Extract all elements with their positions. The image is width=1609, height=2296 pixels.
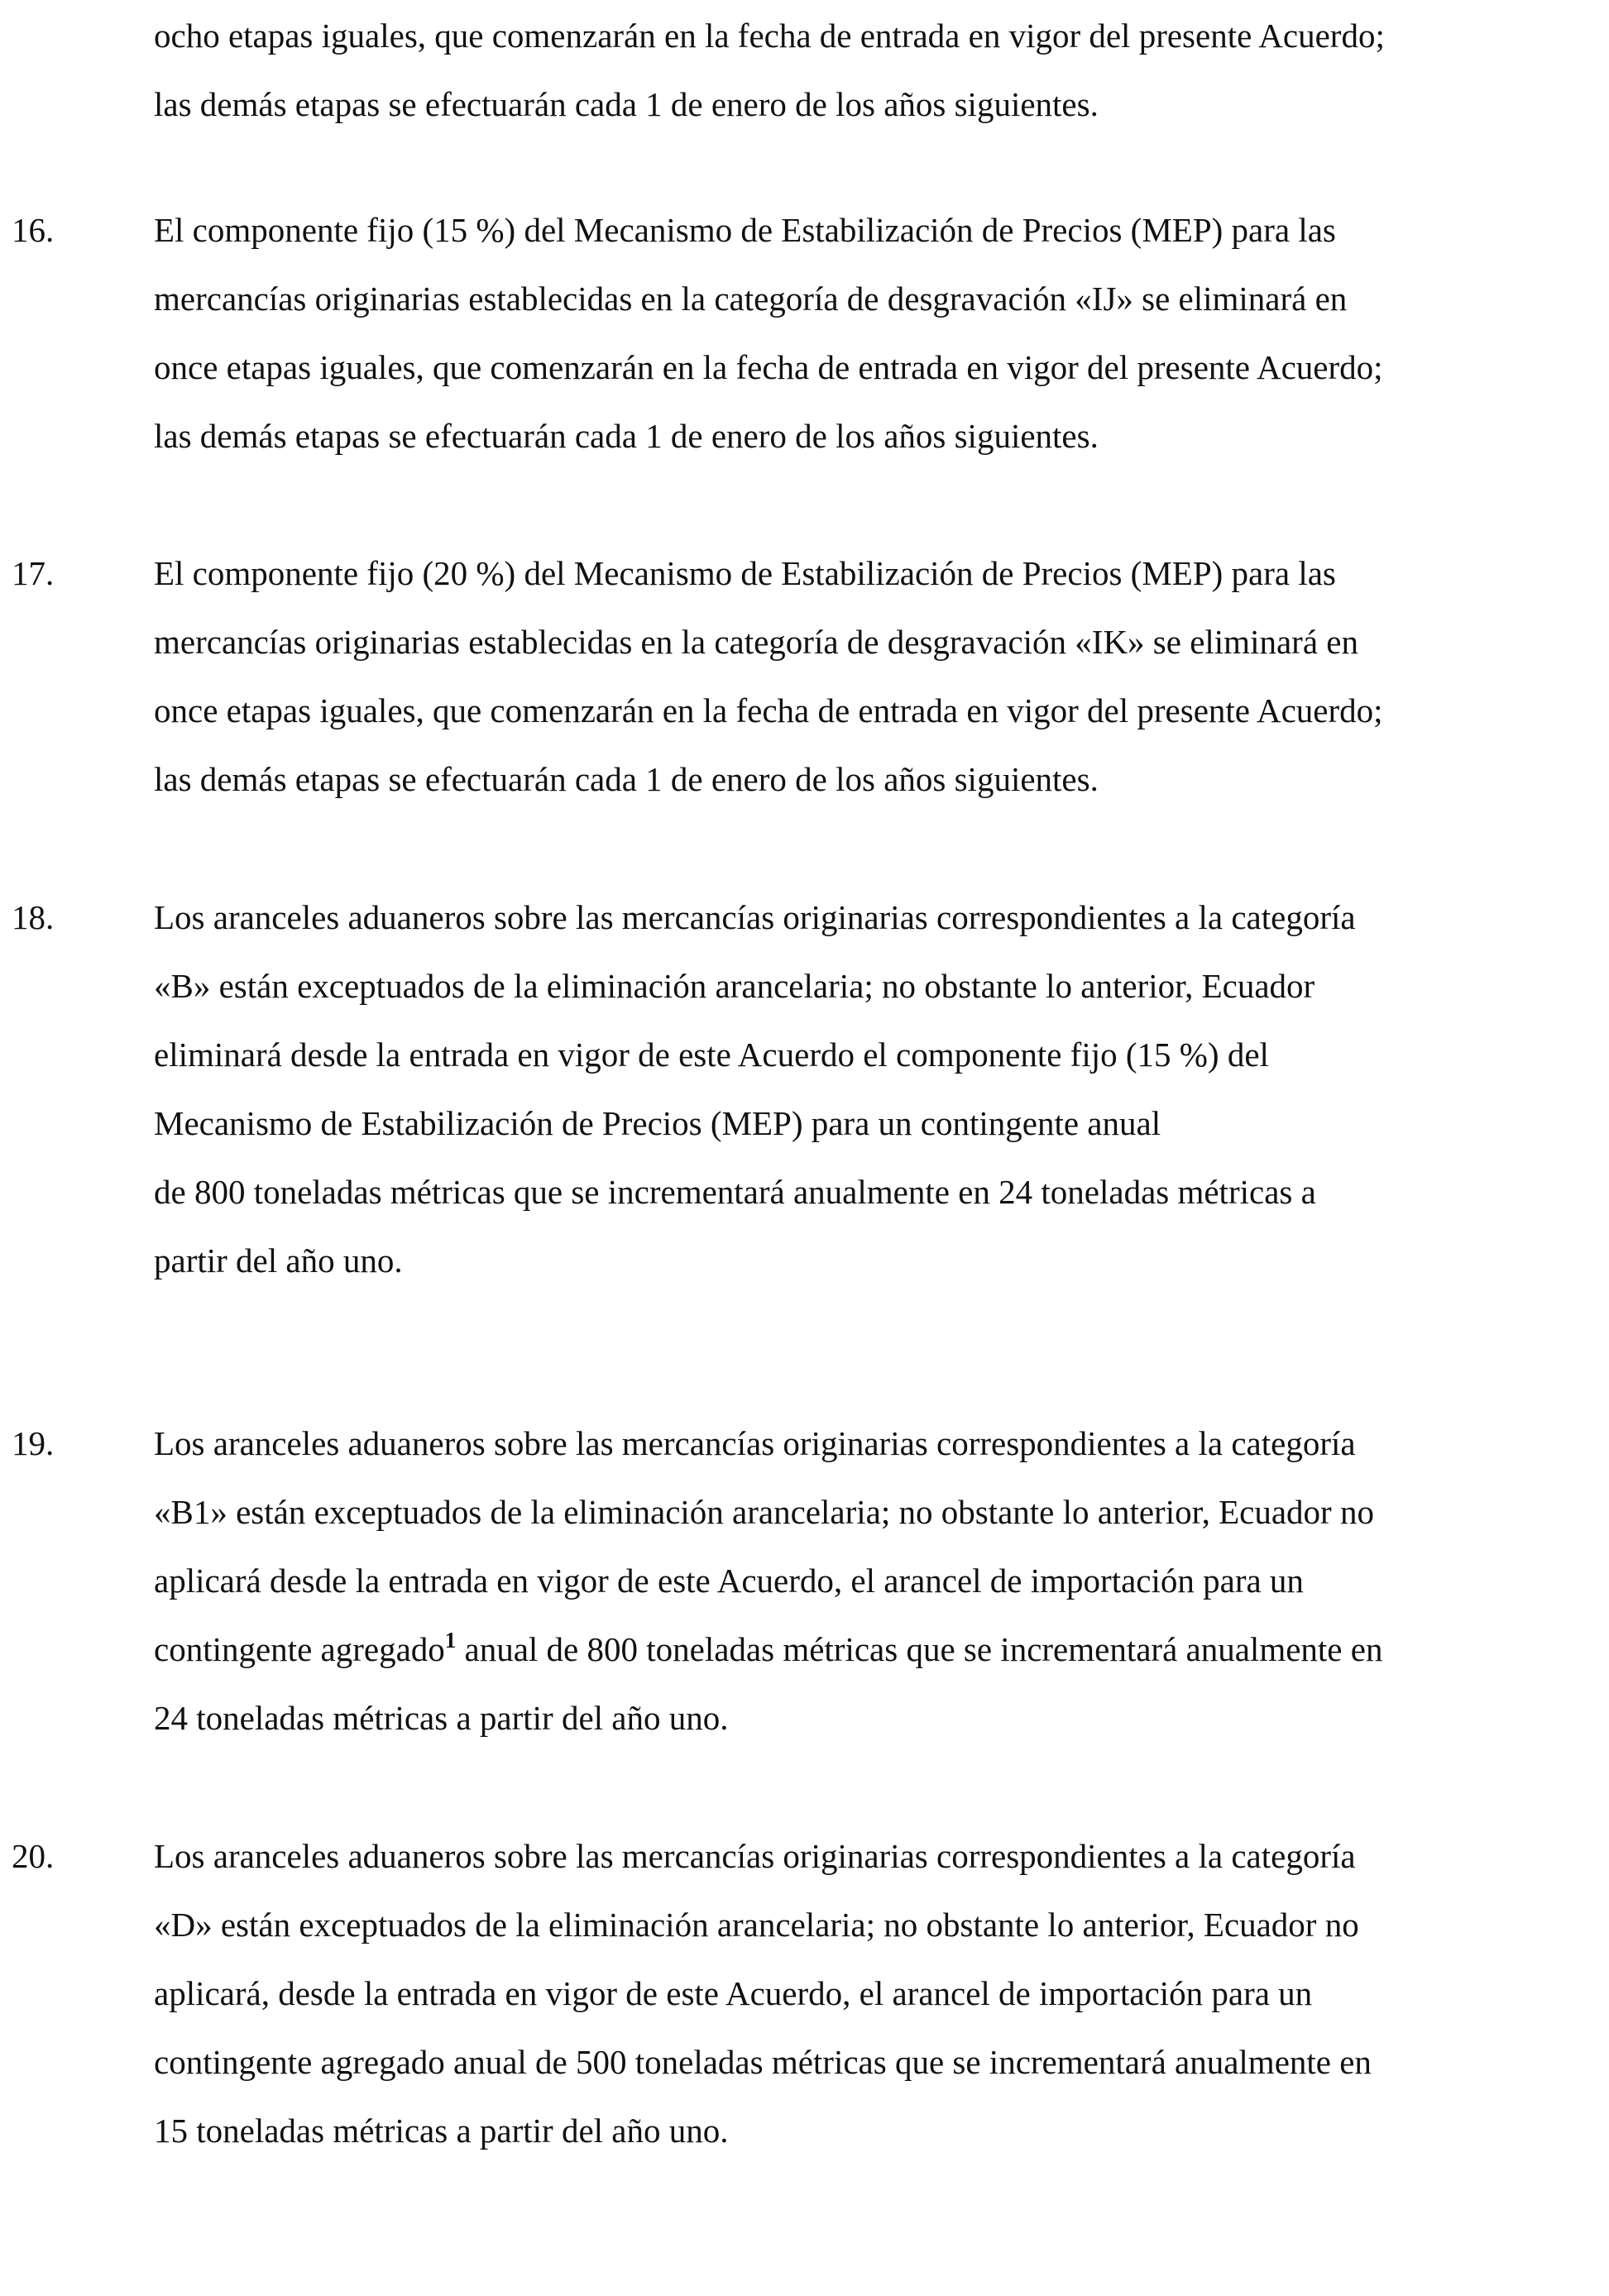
text-line: contingente agregado anual de 500 toneladas métricas que se incrementará anualmente en xyxy=(154,2043,1372,2081)
text-segment: contingente agregado xyxy=(154,1630,445,1668)
text-line: Mecanismo de Estabilización de Precios (MEP) para un contingente anual xyxy=(154,1104,1161,1142)
paragraph-text xyxy=(154,883,1597,1295)
text-line: mercancías originarias establecidas en la categoría de desgravación «IJ» se eliminará en xyxy=(154,280,1348,318)
text-line: de 800 toneladas métricas que se incrementará anualmente en 24 toneladas métricas a xyxy=(154,1173,1316,1211)
paragraph-number: 20. xyxy=(12,1837,55,1875)
text-line: 24 toneladas métricas a partir del año uno. xyxy=(154,1699,729,1737)
paragraph-text xyxy=(154,539,1597,814)
text-line: Los aranceles aduaneros sobre las mercancías originarias correspondientes a la categoría xyxy=(154,898,1356,936)
text-line: ocho etapas iguales, que comenzarán en la fecha de entrada en vigor del presente Acuerdo; xyxy=(154,17,1385,55)
text-line: las demás etapas se efectuarán cada 1 de enero de los años siguientes. xyxy=(154,417,1099,455)
footnote-reference[interactable]: 1 xyxy=(444,1628,457,1653)
text-line: once etapas iguales, que comenzarán en la fecha de entrada en vigor del presente Acuerdo; xyxy=(154,691,1383,729)
text-line: eliminará desde la entrada en vigor de este Acuerdo el componente fijo (15 %) del xyxy=(154,1036,1269,1074)
text-line: Los aranceles aduaneros sobre las mercancías originarias correspondientes a la categoría xyxy=(154,1837,1356,1875)
text-line: las demás etapas se efectuarán cada 1 de enero de los años siguientes. xyxy=(154,760,1099,798)
text-line: aplicará, desde la entrada en vigor de este Acuerdo, el arancel de importación para un xyxy=(154,1974,1313,2012)
paragraph-text xyxy=(154,196,1597,471)
text-line: partir del año uno. xyxy=(154,1241,403,1280)
text-line: mercancías originarias establecidas en la categoría de desgravación «IK» se eliminará en xyxy=(154,623,1358,661)
paragraph-number: 17. xyxy=(12,554,55,592)
text-line: «D» están exceptuados de la eliminación arancelaria; no obstante lo anterior, Ecuador no xyxy=(154,1906,1359,1944)
paragraph-text xyxy=(154,2,1597,139)
text-line: Los aranceles aduaneros sobre las mercancías originarias correspondientes a la categoría xyxy=(154,1424,1356,1462)
paragraph-text xyxy=(154,1822,1597,2165)
paragraph-number: 19. xyxy=(12,1424,55,1462)
text-segment: anual de 800 toneladas métricas que se incrementará anualmente en xyxy=(456,1630,1383,1668)
text-line: El componente fijo (20 %) del Mecanismo de Estabilización de Precios (MEP) para las xyxy=(154,554,1336,592)
text-line: «B1» están exceptuados de la eliminación arancelaria; no obstante lo anterior, Ecuador no xyxy=(154,1493,1374,1531)
text-line: «B» están exceptuados de la eliminación arancelaria; no obstante lo anterior, Ecuador xyxy=(154,967,1315,1005)
text-line: las demás etapas se efectuarán cada 1 de enero de los años siguientes. xyxy=(154,85,1099,123)
text-line: El componente fijo (15 %) del Mecanismo de Estabilización de Precios (MEP) para las xyxy=(154,211,1336,249)
text-line: once etapas iguales, que comenzarán en la fecha de entrada en vigor del presente Acuerdo; xyxy=(154,348,1383,386)
paragraph-number: 18. xyxy=(12,898,55,936)
text-line-with-footnote xyxy=(154,1615,1597,1684)
paragraph-number: 16. xyxy=(12,211,55,249)
text-line: 15 toneladas métricas a partir del año uno. xyxy=(154,2112,729,2150)
paragraph-text xyxy=(154,1409,1597,1753)
text-line: aplicará desde la entrada en vigor de este Acuerdo, el arancel de importación para un xyxy=(154,1562,1304,1600)
